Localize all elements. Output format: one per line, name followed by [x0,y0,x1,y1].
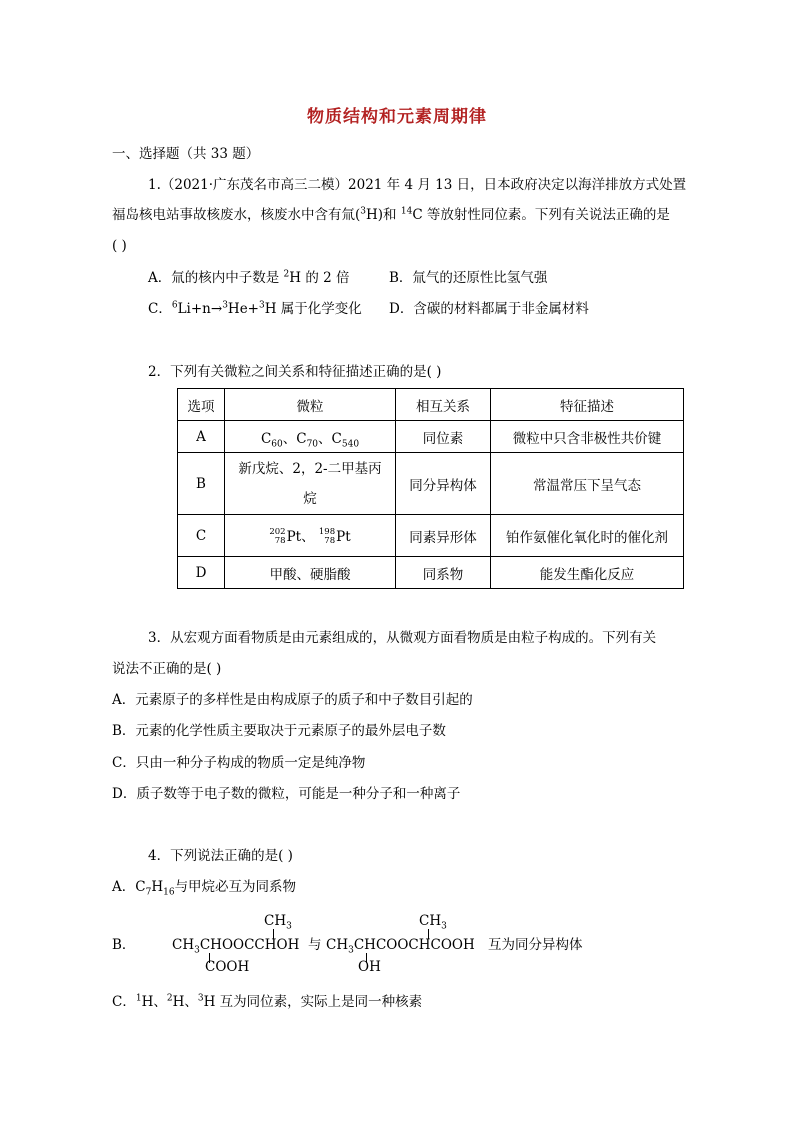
formula2-top-group: $CH_3$ [419,913,447,932]
q4-option-b-connector: 与 [308,937,322,953]
q1-stem-line2: 福岛核电站事故核废水，核废水中含有氚($^3$H)和 $^{14}$C 等放射性同位素。下列有关说法正确的是 [112,206,670,223]
q3-stem-line2: 说法不正确的是( ) [112,661,222,677]
q1-answer-blank: ( ) [112,238,127,254]
formula1-bottom-group: COOH [205,959,250,975]
q4-stem: 4．下列说法正确的是( ) [148,848,293,864]
row-c-relation: 同素异形体 [396,515,491,557]
q1-option-b[interactable]: B．氚气的还原性比氢气强 [389,270,548,286]
formula1-main-chain: $CH_3CHOOCCHOH$ [172,937,300,956]
row-d-feature: 能发生酯化反应 [491,557,684,589]
q4-option-a[interactable]: A．$C_7H_{16}$与甲烷必互为同系物 [112,879,297,898]
table-row [178,421,684,453]
row-d-option: D [178,557,225,589]
row-b-option: B [178,453,225,515]
q2-stem: 2．下列有关微粒之间关系和特征描述正确的是( ) [148,364,442,380]
q3-option-a[interactable]: A．元素原子的多样性是由构成原子的质子和中子数目引起的 [112,692,473,708]
q3-stem-line1: 3．从宏观方面看物质是由元素组成的，从微观方面看物质是由粒子构成的。下列有关 [148,630,657,646]
formula2-bottom-group: OH [358,959,381,975]
header-relation: 相互关系 [396,389,491,421]
q4-option-c[interactable]: C．$^1$H、$^2$H、$^3$H 互为同位素，实际上是同一种核素 [112,993,423,1010]
table-header-row [178,389,684,421]
row-d-particle: 甲酸、硬脂酸 [225,557,396,589]
row-a-relation: 同位素 [396,421,491,453]
q2-table [177,388,684,589]
q3-option-d[interactable]: D．质子数等于电子数的微粒，可能是一种分子和一种离子 [112,786,461,802]
q4-option-b-tail: 互为同分异构体 [488,937,583,953]
row-c-option: C [178,515,225,557]
q4-option-b-label: B． [112,937,136,953]
row-a-option: A [178,421,225,453]
formula2-main-chain: $CH_3CHCOOCHCOOH$ [326,937,475,956]
row-b-feature: 常温常压下呈气态 [491,453,684,515]
row-b-relation: 同分异构体 [396,453,491,515]
q1-option-c[interactable]: C．$^6$Li+n→$^3$He+$^3$H 属于化学变化 [148,300,362,317]
q1-stem-line1: 1.（2021·广东茂名市高三二模）2021 年 4 月 13 日，日本政府决定以海洋排放方式处置 [148,177,687,193]
row-a-particle: $C_{60}$、$C_{70}$、$C_{540}$ [225,421,396,453]
row-d-relation: 同系物 [396,557,491,589]
header-particle: 微粒 [225,389,396,421]
formula1-top-group: $CH_3$ [264,913,292,932]
table-row [178,453,684,515]
table-row [178,515,684,557]
header-feature: 特征描述 [491,389,684,421]
document-title: 物质结构和元素周期律 [307,107,487,127]
row-c-feature: 铂作氨催化氧化时的催化剂 [491,515,684,557]
row-b-particle: 新戊烷、2，2-二甲基丙 烷 [225,453,396,515]
q1-option-d[interactable]: D．含碳的材料都属于非金属材料 [389,301,589,317]
q1-option-a[interactable]: A．氚的核内中子数是 $^2$H 的 2 倍 [148,269,350,286]
nuclide-pt-202: 202 78 Pt [269,527,302,547]
nuclide-pt-198: 198 78 Pt [318,527,351,547]
q3-option-b[interactable]: B．元素的化学性质主要取决于元素原子的最外层电子数 [112,723,446,739]
row-c-particle: 202 78 Pt 、 198 78 Pt [225,515,396,557]
section-heading: 一、选择题（共 33 题） [112,146,260,162]
q3-option-c[interactable]: C．只由一种分子构成的物质一定是纯净物 [112,755,366,771]
row-a-feature: 微粒中只含非极性共价键 [491,421,684,453]
header-option: 选项 [178,389,225,421]
table-row [178,557,684,589]
